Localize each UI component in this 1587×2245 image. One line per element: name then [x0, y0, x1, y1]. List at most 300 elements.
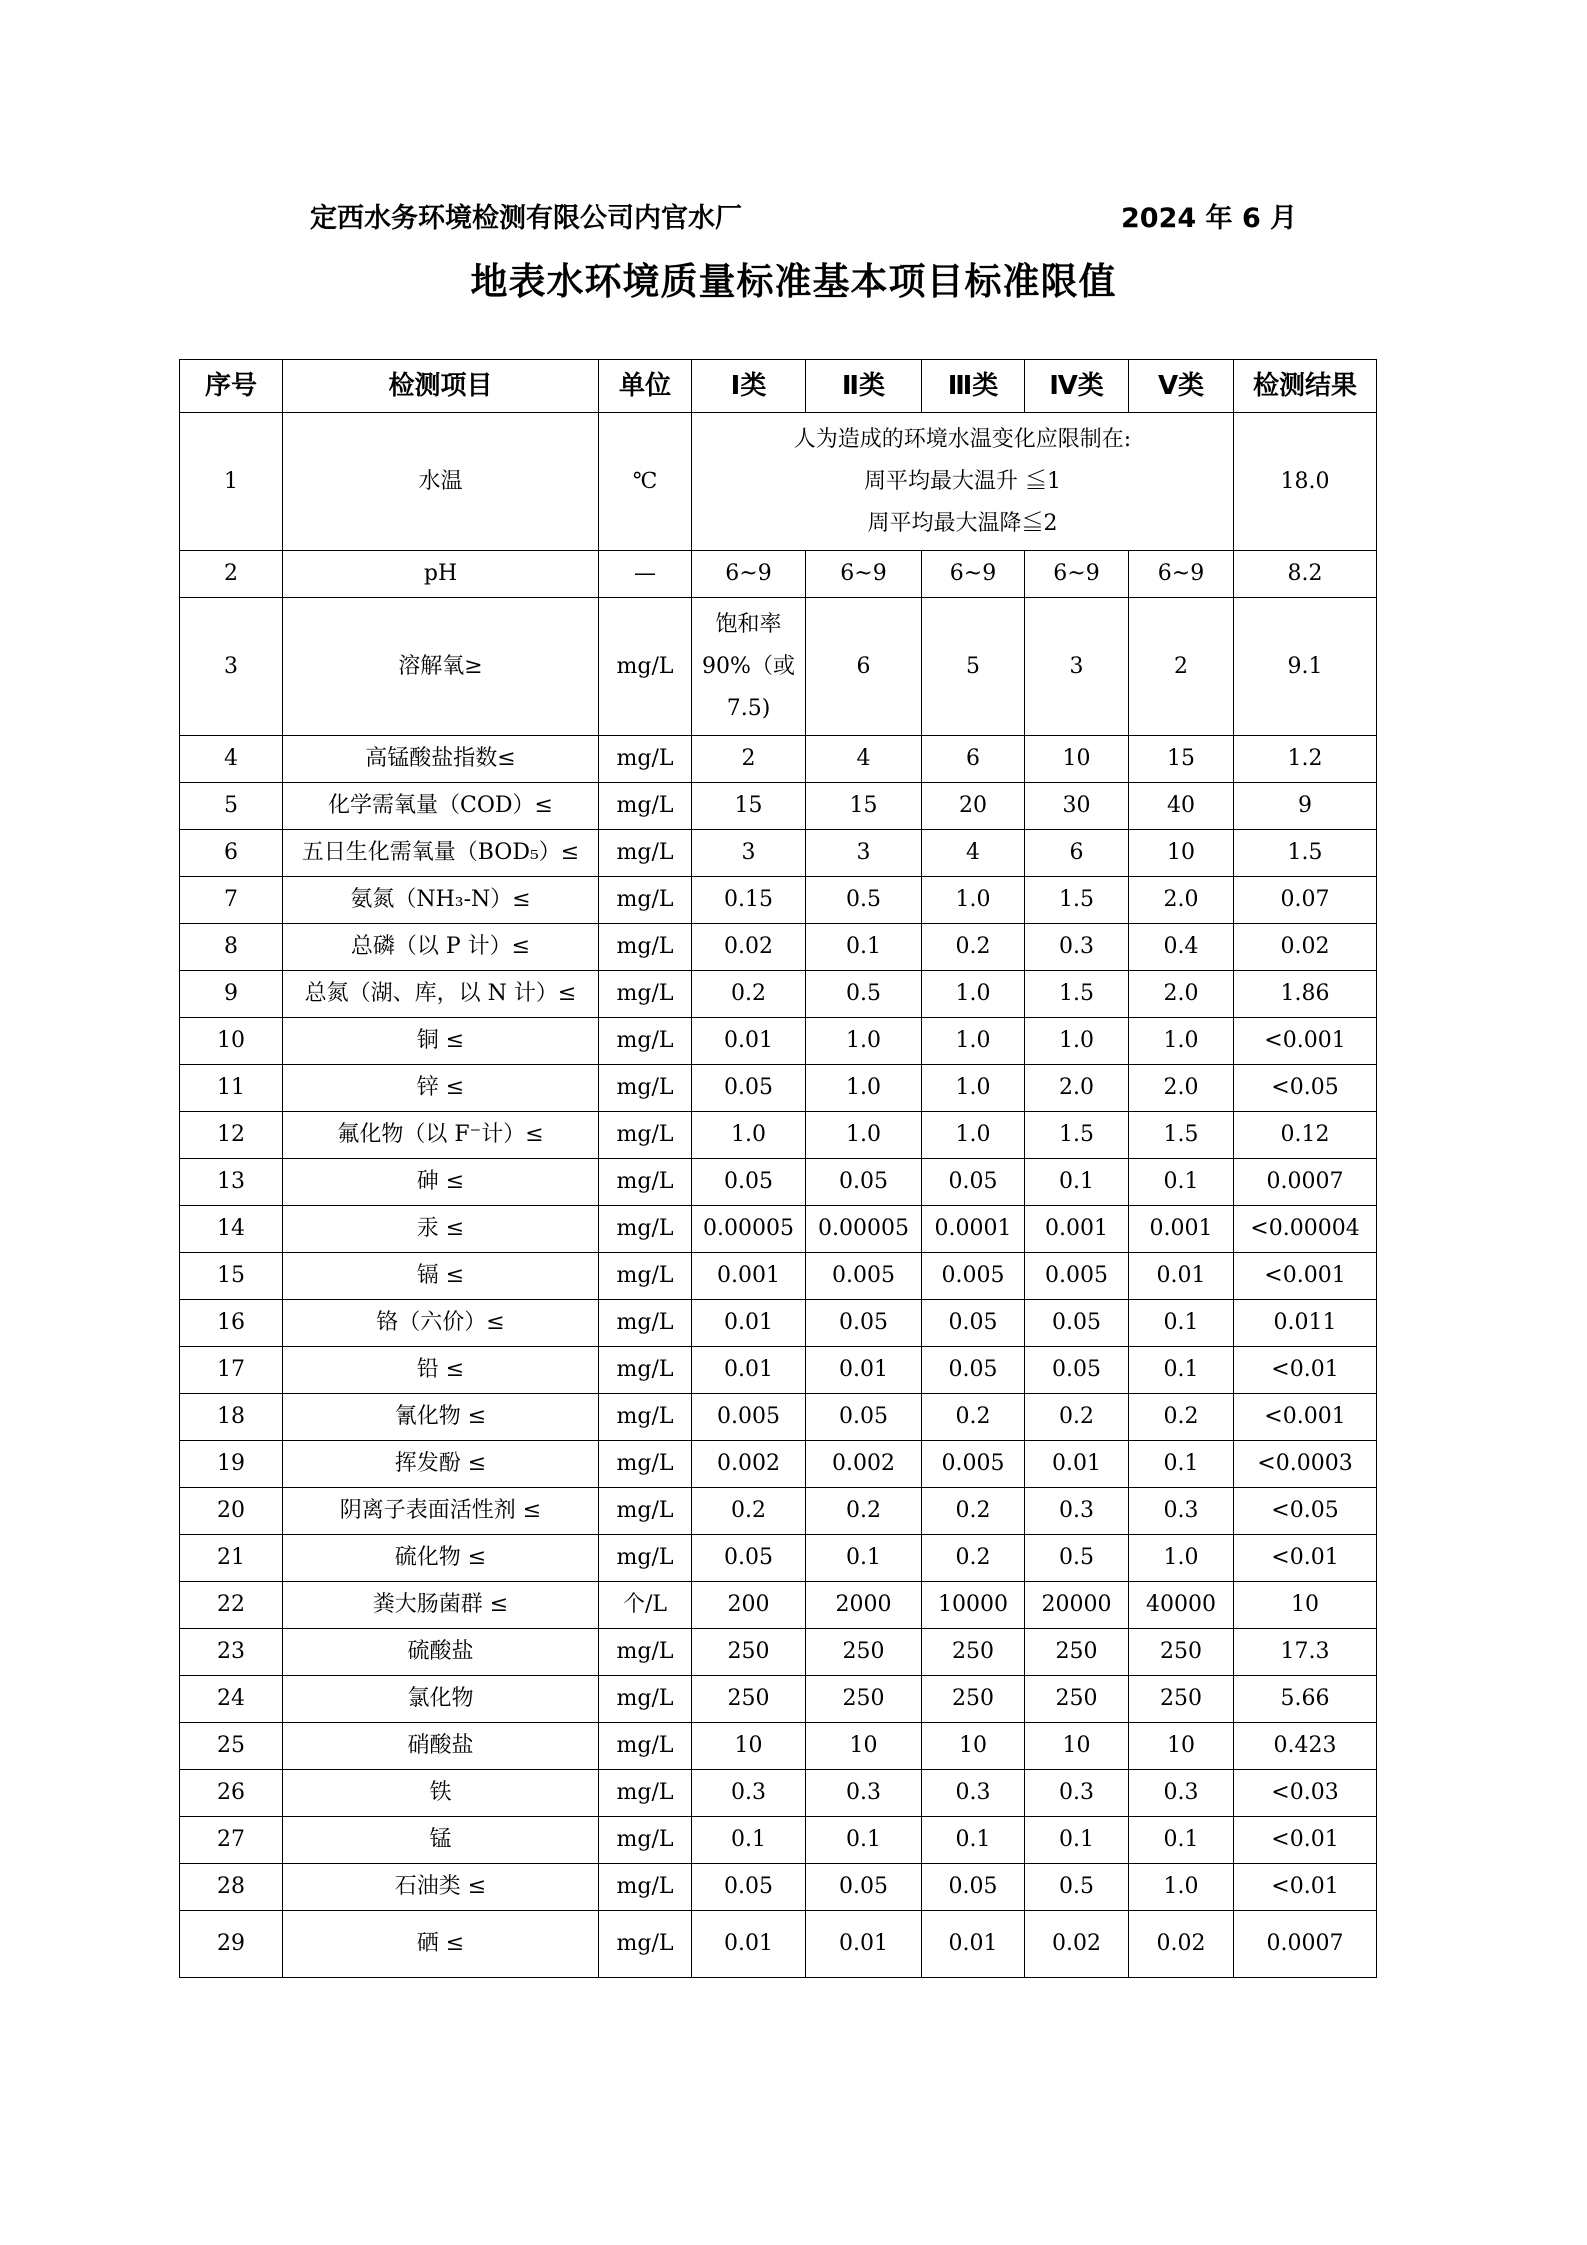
row-class-3: 0.05: [922, 1159, 1025, 1206]
row-no: 15: [180, 1253, 283, 1300]
row-class-3: 5: [922, 598, 1025, 736]
table-row: [180, 1253, 1377, 1300]
row-class-4: 1.5: [1025, 971, 1129, 1018]
row-class-1: 0.01: [692, 1347, 806, 1394]
row-item: 铅 ≤: [283, 1347, 599, 1394]
row-class-1: 0.1: [692, 1817, 806, 1864]
row-result: 1.5: [1234, 830, 1377, 877]
row-result: <0.00004: [1234, 1206, 1377, 1253]
row-class-1: 0.002: [692, 1441, 806, 1488]
row-class-5: 0.3: [1129, 1770, 1234, 1817]
row-unit: ℃: [599, 413, 692, 551]
water-temp-note: [692, 413, 1234, 551]
row-class-1: 0.001: [692, 1253, 806, 1300]
header-class-3: Ⅲ类: [922, 360, 1025, 413]
row-class-4: 6~9: [1025, 551, 1129, 598]
table-row: [180, 1159, 1377, 1206]
row-class-3: 6: [922, 736, 1025, 783]
table-row: [180, 877, 1377, 924]
row-class-4: 0.3: [1025, 924, 1129, 971]
row-item: 硫化物 ≤: [283, 1535, 599, 1582]
row-class-1: 250: [692, 1676, 806, 1723]
row-class-1: 0.05: [692, 1159, 806, 1206]
row-class-4: 0.05: [1025, 1300, 1129, 1347]
row-result: 18.0: [1234, 413, 1377, 551]
row-no: 20: [180, 1488, 283, 1535]
row-class-3: 0.2: [922, 1394, 1025, 1441]
table-row: [180, 1347, 1377, 1394]
row-class-5: 10: [1129, 830, 1234, 877]
row-class-4: 0.02: [1025, 1911, 1129, 1978]
row-no: 21: [180, 1535, 283, 1582]
row-item: 砷 ≤: [283, 1159, 599, 1206]
row-unit: mg/L: [599, 1018, 692, 1065]
row-class-3: 0.0001: [922, 1206, 1025, 1253]
table-row: [180, 1582, 1377, 1629]
row-item: 水温: [283, 413, 599, 551]
row-class-2: 250: [806, 1629, 922, 1676]
table-row: [180, 1817, 1377, 1864]
row-no: 12: [180, 1112, 283, 1159]
row-class-2: 1.0: [806, 1018, 922, 1065]
row-unit: mg/L: [599, 736, 692, 783]
row-unit: mg/L: [599, 1676, 692, 1723]
row-result: 0.0007: [1234, 1159, 1377, 1206]
row-result: <0.001: [1234, 1253, 1377, 1300]
row-item: 氨氮（NH₃-N）≤: [283, 877, 599, 924]
table-row: [180, 924, 1377, 971]
row-class-2: 4: [806, 736, 922, 783]
row-result: 10: [1234, 1582, 1377, 1629]
row-class-4: 0.5: [1025, 1864, 1129, 1911]
row-no: 7: [180, 877, 283, 924]
row-class-3: 250: [922, 1676, 1025, 1723]
row-class-4: 0.001: [1025, 1206, 1129, 1253]
row-class-1: 0.02: [692, 924, 806, 971]
row-no: 11: [180, 1065, 283, 1112]
row-unit: mg/L: [599, 1535, 692, 1582]
table-row: [180, 736, 1377, 783]
row-no: 19: [180, 1441, 283, 1488]
row-class-1: 200: [692, 1582, 806, 1629]
row-class-4: 0.3: [1025, 1488, 1129, 1535]
row-result: 0.011: [1234, 1300, 1377, 1347]
row-unit: mg/L: [599, 1770, 692, 1817]
row-item: 高锰酸盐指数≤: [283, 736, 599, 783]
row-unit: —: [599, 551, 692, 598]
row-unit: mg/L: [599, 783, 692, 830]
row-unit: mg/L: [599, 1347, 692, 1394]
row-result: <0.001: [1234, 1018, 1377, 1065]
row-item: 铜 ≤: [283, 1018, 599, 1065]
row-item: 汞 ≤: [283, 1206, 599, 1253]
row-item: 总氮（湖、库，以 N 计）≤: [283, 971, 599, 1018]
row-class-5: 2: [1129, 598, 1234, 736]
row-class-4: 0.005: [1025, 1253, 1129, 1300]
row-class-5: 0.1: [1129, 1441, 1234, 1488]
row-no: 22: [180, 1582, 283, 1629]
row-class-3: 1.0: [922, 1112, 1025, 1159]
row-class-2: 0.01: [806, 1347, 922, 1394]
row-class-4: 0.5: [1025, 1535, 1129, 1582]
row-item: 氯化物: [283, 1676, 599, 1723]
row-unit: mg/L: [599, 1911, 692, 1978]
row-class-5: 0.1: [1129, 1347, 1234, 1394]
row-item: 铬（六价）≤: [283, 1300, 599, 1347]
row-class-1: 0.2: [692, 1488, 806, 1535]
row-class-3: 10: [922, 1723, 1025, 1770]
row-unit: mg/L: [599, 1441, 692, 1488]
table-row: [180, 1911, 1377, 1978]
table-row: [180, 598, 1377, 736]
row-class-5: 2.0: [1129, 971, 1234, 1018]
row-class-2: 1.0: [806, 1112, 922, 1159]
row-class-3: 1.0: [922, 1018, 1025, 1065]
row-class-3: 0.05: [922, 1300, 1025, 1347]
row-item: 总磷（以 P 计）≤: [283, 924, 599, 971]
row-class-5: 0.001: [1129, 1206, 1234, 1253]
row-class-3: 4: [922, 830, 1025, 877]
table-row: [180, 1065, 1377, 1112]
row-class-1: 0.005: [692, 1394, 806, 1441]
table-row: [180, 783, 1377, 830]
row-item: 阴离子表面活性剂 ≤: [283, 1488, 599, 1535]
header-class-2: Ⅱ类: [806, 360, 922, 413]
row-class-3: 1.0: [922, 1065, 1025, 1112]
row-item: 五日生化需氧量（BOD₅）≤: [283, 830, 599, 877]
row-class-4: 30: [1025, 783, 1129, 830]
row-class-3: 1.0: [922, 971, 1025, 1018]
note-line: 周平均最大温降≦2: [867, 510, 1058, 536]
row-unit: mg/L: [599, 1394, 692, 1441]
table-row: [180, 551, 1377, 598]
row-unit: mg/L: [599, 877, 692, 924]
row-class-4: 0.3: [1025, 1770, 1129, 1817]
row-class-3: 0.005: [922, 1441, 1025, 1488]
row-class-5: 1.0: [1129, 1864, 1234, 1911]
row-unit: mg/L: [599, 1817, 692, 1864]
header-class-5: Ⅴ类: [1129, 360, 1234, 413]
row-unit: mg/L: [599, 1629, 692, 1676]
row-result: <0.01: [1234, 1347, 1377, 1394]
standards-table: [179, 359, 1377, 1978]
row-result: 0.0007: [1234, 1911, 1377, 1978]
row-item: 化学需氧量（COD）≤: [283, 783, 599, 830]
row-result: <0.01: [1234, 1864, 1377, 1911]
row-class-2: 250: [806, 1676, 922, 1723]
row-class-2: 0.05: [806, 1394, 922, 1441]
row-result: 0.02: [1234, 924, 1377, 971]
row-result: <0.0003: [1234, 1441, 1377, 1488]
row-class-2: 0.00005: [806, 1206, 922, 1253]
row-unit: mg/L: [599, 1112, 692, 1159]
row-unit: mg/L: [599, 598, 692, 736]
row-class-2: 0.01: [806, 1911, 922, 1978]
row-class-1: [692, 598, 806, 736]
row-class-1: 2: [692, 736, 806, 783]
row-class-5: 250: [1129, 1629, 1234, 1676]
table-row: [180, 1770, 1377, 1817]
row-class-1: 3: [692, 830, 806, 877]
row-class-4: 10: [1025, 736, 1129, 783]
row-class-3: 0.3: [922, 1770, 1025, 1817]
row-unit: mg/L: [599, 1159, 692, 1206]
row-class-5: 0.2: [1129, 1394, 1234, 1441]
row-class-3: 6~9: [922, 551, 1025, 598]
row-class-2: 0.05: [806, 1300, 922, 1347]
table-row: [180, 413, 1377, 551]
row-class-2: 0.5: [806, 877, 922, 924]
row-class-4: 250: [1025, 1676, 1129, 1723]
row-no: 16: [180, 1300, 283, 1347]
row-class-5: 15: [1129, 736, 1234, 783]
row-result: 0.07: [1234, 877, 1377, 924]
header-result: 检测结果: [1234, 360, 1377, 413]
row-no: 17: [180, 1347, 283, 1394]
table-row: [180, 1723, 1377, 1770]
row-class-5: 6~9: [1129, 551, 1234, 598]
row-unit: mg/L: [599, 1065, 692, 1112]
row-class-5: 1.0: [1129, 1535, 1234, 1582]
row-item: 石油类 ≤: [283, 1864, 599, 1911]
row-class-5: 1.0: [1129, 1018, 1234, 1065]
document-title: 地表水环境质量标准基本项目标准限值: [470, 260, 1117, 303]
row-no: 18: [180, 1394, 283, 1441]
row-class-1: 6~9: [692, 551, 806, 598]
row-class-3: 0.2: [922, 924, 1025, 971]
table-row: [180, 1018, 1377, 1065]
row-item: 氟化物（以 F⁻计）≤: [283, 1112, 599, 1159]
row-result: <0.03: [1234, 1770, 1377, 1817]
row-class-5: 0.02: [1129, 1911, 1234, 1978]
row-class-4: 2.0: [1025, 1065, 1129, 1112]
table-header-row: [180, 360, 1377, 413]
row-no: 3: [180, 598, 283, 736]
row-class-2: 0.05: [806, 1864, 922, 1911]
row-class-4: 0.2: [1025, 1394, 1129, 1441]
note-line: 周平均最大温升 ≦1: [864, 468, 1061, 494]
row-class-1: 0.3: [692, 1770, 806, 1817]
row-class-2: 0.005: [806, 1253, 922, 1300]
row-no: 9: [180, 971, 283, 1018]
row-result: 8.2: [1234, 551, 1377, 598]
row-class-3: 0.2: [922, 1535, 1025, 1582]
row-no: 4: [180, 736, 283, 783]
header-no: 序号: [180, 360, 283, 413]
row-unit: mg/L: [599, 830, 692, 877]
header-item: 检测项目: [283, 360, 599, 413]
table-row: [180, 1441, 1377, 1488]
row-class-4: 6: [1025, 830, 1129, 877]
row-class-2: 15: [806, 783, 922, 830]
row-class-5: 10: [1129, 1723, 1234, 1770]
row-result: <0.01: [1234, 1535, 1377, 1582]
row-class-2: 2000: [806, 1582, 922, 1629]
row-class-1: 10: [692, 1723, 806, 1770]
row-class-2: 0.1: [806, 1535, 922, 1582]
row-unit: mg/L: [599, 1488, 692, 1535]
row-class-1: 0.00005: [692, 1206, 806, 1253]
row-class-3: 0.05: [922, 1864, 1025, 1911]
row-class-1: 0.05: [692, 1065, 806, 1112]
header-class-4: Ⅳ类: [1025, 360, 1129, 413]
table-row: [180, 1676, 1377, 1723]
table-row: [180, 1629, 1377, 1676]
row-unit: mg/L: [599, 971, 692, 1018]
row-class-4: 20000: [1025, 1582, 1129, 1629]
row-result: 5.66: [1234, 1676, 1377, 1723]
row-result: <0.05: [1234, 1065, 1377, 1112]
row-no: 6: [180, 830, 283, 877]
table-row: [180, 830, 1377, 877]
row-class-3: 0.01: [922, 1911, 1025, 1978]
row-unit: mg/L: [599, 1300, 692, 1347]
row-class-3: 0.005: [922, 1253, 1025, 1300]
row-result: 9.1: [1234, 598, 1377, 736]
row-no: 14: [180, 1206, 283, 1253]
row-class-2: 0.1: [806, 924, 922, 971]
row-class-5: 40: [1129, 783, 1234, 830]
row-class-5: 250: [1129, 1676, 1234, 1723]
row-result: 1.86: [1234, 971, 1377, 1018]
row-unit: mg/L: [599, 924, 692, 971]
row-no: 5: [180, 783, 283, 830]
row-item: 氰化物 ≤: [283, 1394, 599, 1441]
row-unit: mg/L: [599, 1253, 692, 1300]
row-class-5: 0.3: [1129, 1488, 1234, 1535]
row-item: 硫酸盐: [283, 1629, 599, 1676]
class-1-line: 90%（或: [702, 653, 795, 679]
row-class-4: 0.05: [1025, 1347, 1129, 1394]
row-class-3: 250: [922, 1629, 1025, 1676]
row-no: 23: [180, 1629, 283, 1676]
row-result: 9: [1234, 783, 1377, 830]
row-class-1: 0.01: [692, 1018, 806, 1065]
row-no: 25: [180, 1723, 283, 1770]
row-item: 溶解氧≥: [283, 598, 599, 736]
row-no: 24: [180, 1676, 283, 1723]
row-item: 硝酸盐: [283, 1723, 599, 1770]
row-class-1: 0.01: [692, 1300, 806, 1347]
row-result: <0.05: [1234, 1488, 1377, 1535]
note-line: 人为造成的环境水温变化应限制在:: [793, 426, 1132, 452]
row-class-2: 0.05: [806, 1159, 922, 1206]
row-class-4: 3: [1025, 598, 1129, 736]
row-class-5: 0.1: [1129, 1300, 1234, 1347]
row-no: 29: [180, 1911, 283, 1978]
row-class-1: 0.05: [692, 1864, 806, 1911]
table-row: [180, 1394, 1377, 1441]
row-class-2: 6~9: [806, 551, 922, 598]
row-class-1: 15: [692, 783, 806, 830]
row-class-5: 2.0: [1129, 1065, 1234, 1112]
row-class-2: 1.0: [806, 1065, 922, 1112]
row-class-4: 250: [1025, 1629, 1129, 1676]
row-unit: mg/L: [599, 1723, 692, 1770]
row-unit: 个/L: [599, 1582, 692, 1629]
table-row: [180, 1112, 1377, 1159]
row-class-1: 250: [692, 1629, 806, 1676]
row-no: 26: [180, 1770, 283, 1817]
row-class-2: 6: [806, 598, 922, 736]
row-unit: mg/L: [599, 1864, 692, 1911]
row-class-5: 40000: [1129, 1582, 1234, 1629]
row-class-3: 0.1: [922, 1817, 1025, 1864]
row-class-2: 0.1: [806, 1817, 922, 1864]
row-item: 硒 ≤: [283, 1911, 599, 1978]
row-class-1: 1.0: [692, 1112, 806, 1159]
row-item: 锌 ≤: [283, 1065, 599, 1112]
row-no: 10: [180, 1018, 283, 1065]
row-no: 28: [180, 1864, 283, 1911]
table-row: [180, 1864, 1377, 1911]
row-item: 挥发酚 ≤: [283, 1441, 599, 1488]
row-class-1: 0.01: [692, 1911, 806, 1978]
row-result: <0.001: [1234, 1394, 1377, 1441]
row-class-3: 10000: [922, 1582, 1025, 1629]
row-class-4: 0.01: [1025, 1441, 1129, 1488]
row-class-5: 0.01: [1129, 1253, 1234, 1300]
row-class-5: 0.4: [1129, 924, 1234, 971]
row-class-2: 0.5: [806, 971, 922, 1018]
row-class-4: 0.1: [1025, 1159, 1129, 1206]
row-class-3: 20: [922, 783, 1025, 830]
row-result: 0.12: [1234, 1112, 1377, 1159]
header-unit: 单位: [599, 360, 692, 413]
row-item: 镉 ≤: [283, 1253, 599, 1300]
row-result: 1.2: [1234, 736, 1377, 783]
row-class-3: 0.2: [922, 1488, 1025, 1535]
row-class-5: 0.1: [1129, 1817, 1234, 1864]
class-1-line: 饱和率: [715, 611, 782, 637]
row-no: 27: [180, 1817, 283, 1864]
row-item: pH: [283, 551, 599, 598]
row-result: 0.423: [1234, 1723, 1377, 1770]
organization-name: 定西水务环境检测有限公司内官水厂: [310, 203, 742, 234]
row-no: 13: [180, 1159, 283, 1206]
row-class-2: 0.3: [806, 1770, 922, 1817]
table-row: [180, 1300, 1377, 1347]
row-class-1: 0.2: [692, 971, 806, 1018]
row-class-2: 10: [806, 1723, 922, 1770]
row-class-1: 0.05: [692, 1535, 806, 1582]
row-class-5: 0.1: [1129, 1159, 1234, 1206]
row-no: 8: [180, 924, 283, 971]
row-result: 17.3: [1234, 1629, 1377, 1676]
class-1-line: 7.5): [726, 695, 771, 721]
row-class-4: 1.5: [1025, 1112, 1129, 1159]
header-class-1: Ⅰ类: [692, 360, 806, 413]
row-item: 铁: [283, 1770, 599, 1817]
row-class-2: 3: [806, 830, 922, 877]
table-row: [180, 1488, 1377, 1535]
row-result: <0.01: [1234, 1817, 1377, 1864]
row-no: 1: [180, 413, 283, 551]
row-no: 2: [180, 551, 283, 598]
table-row: [180, 1535, 1377, 1582]
row-class-3: 1.0: [922, 877, 1025, 924]
row-class-2: 0.2: [806, 1488, 922, 1535]
row-class-4: 0.1: [1025, 1817, 1129, 1864]
row-class-5: 2.0: [1129, 877, 1234, 924]
row-item: 锰: [283, 1817, 599, 1864]
row-class-3: 0.05: [922, 1347, 1025, 1394]
report-date: 2024 年 6 月: [1121, 203, 1298, 234]
row-class-2: 0.002: [806, 1441, 922, 1488]
table-row: [180, 971, 1377, 1018]
table-row: [180, 1206, 1377, 1253]
row-item: 粪大肠菌群 ≤: [283, 1582, 599, 1629]
